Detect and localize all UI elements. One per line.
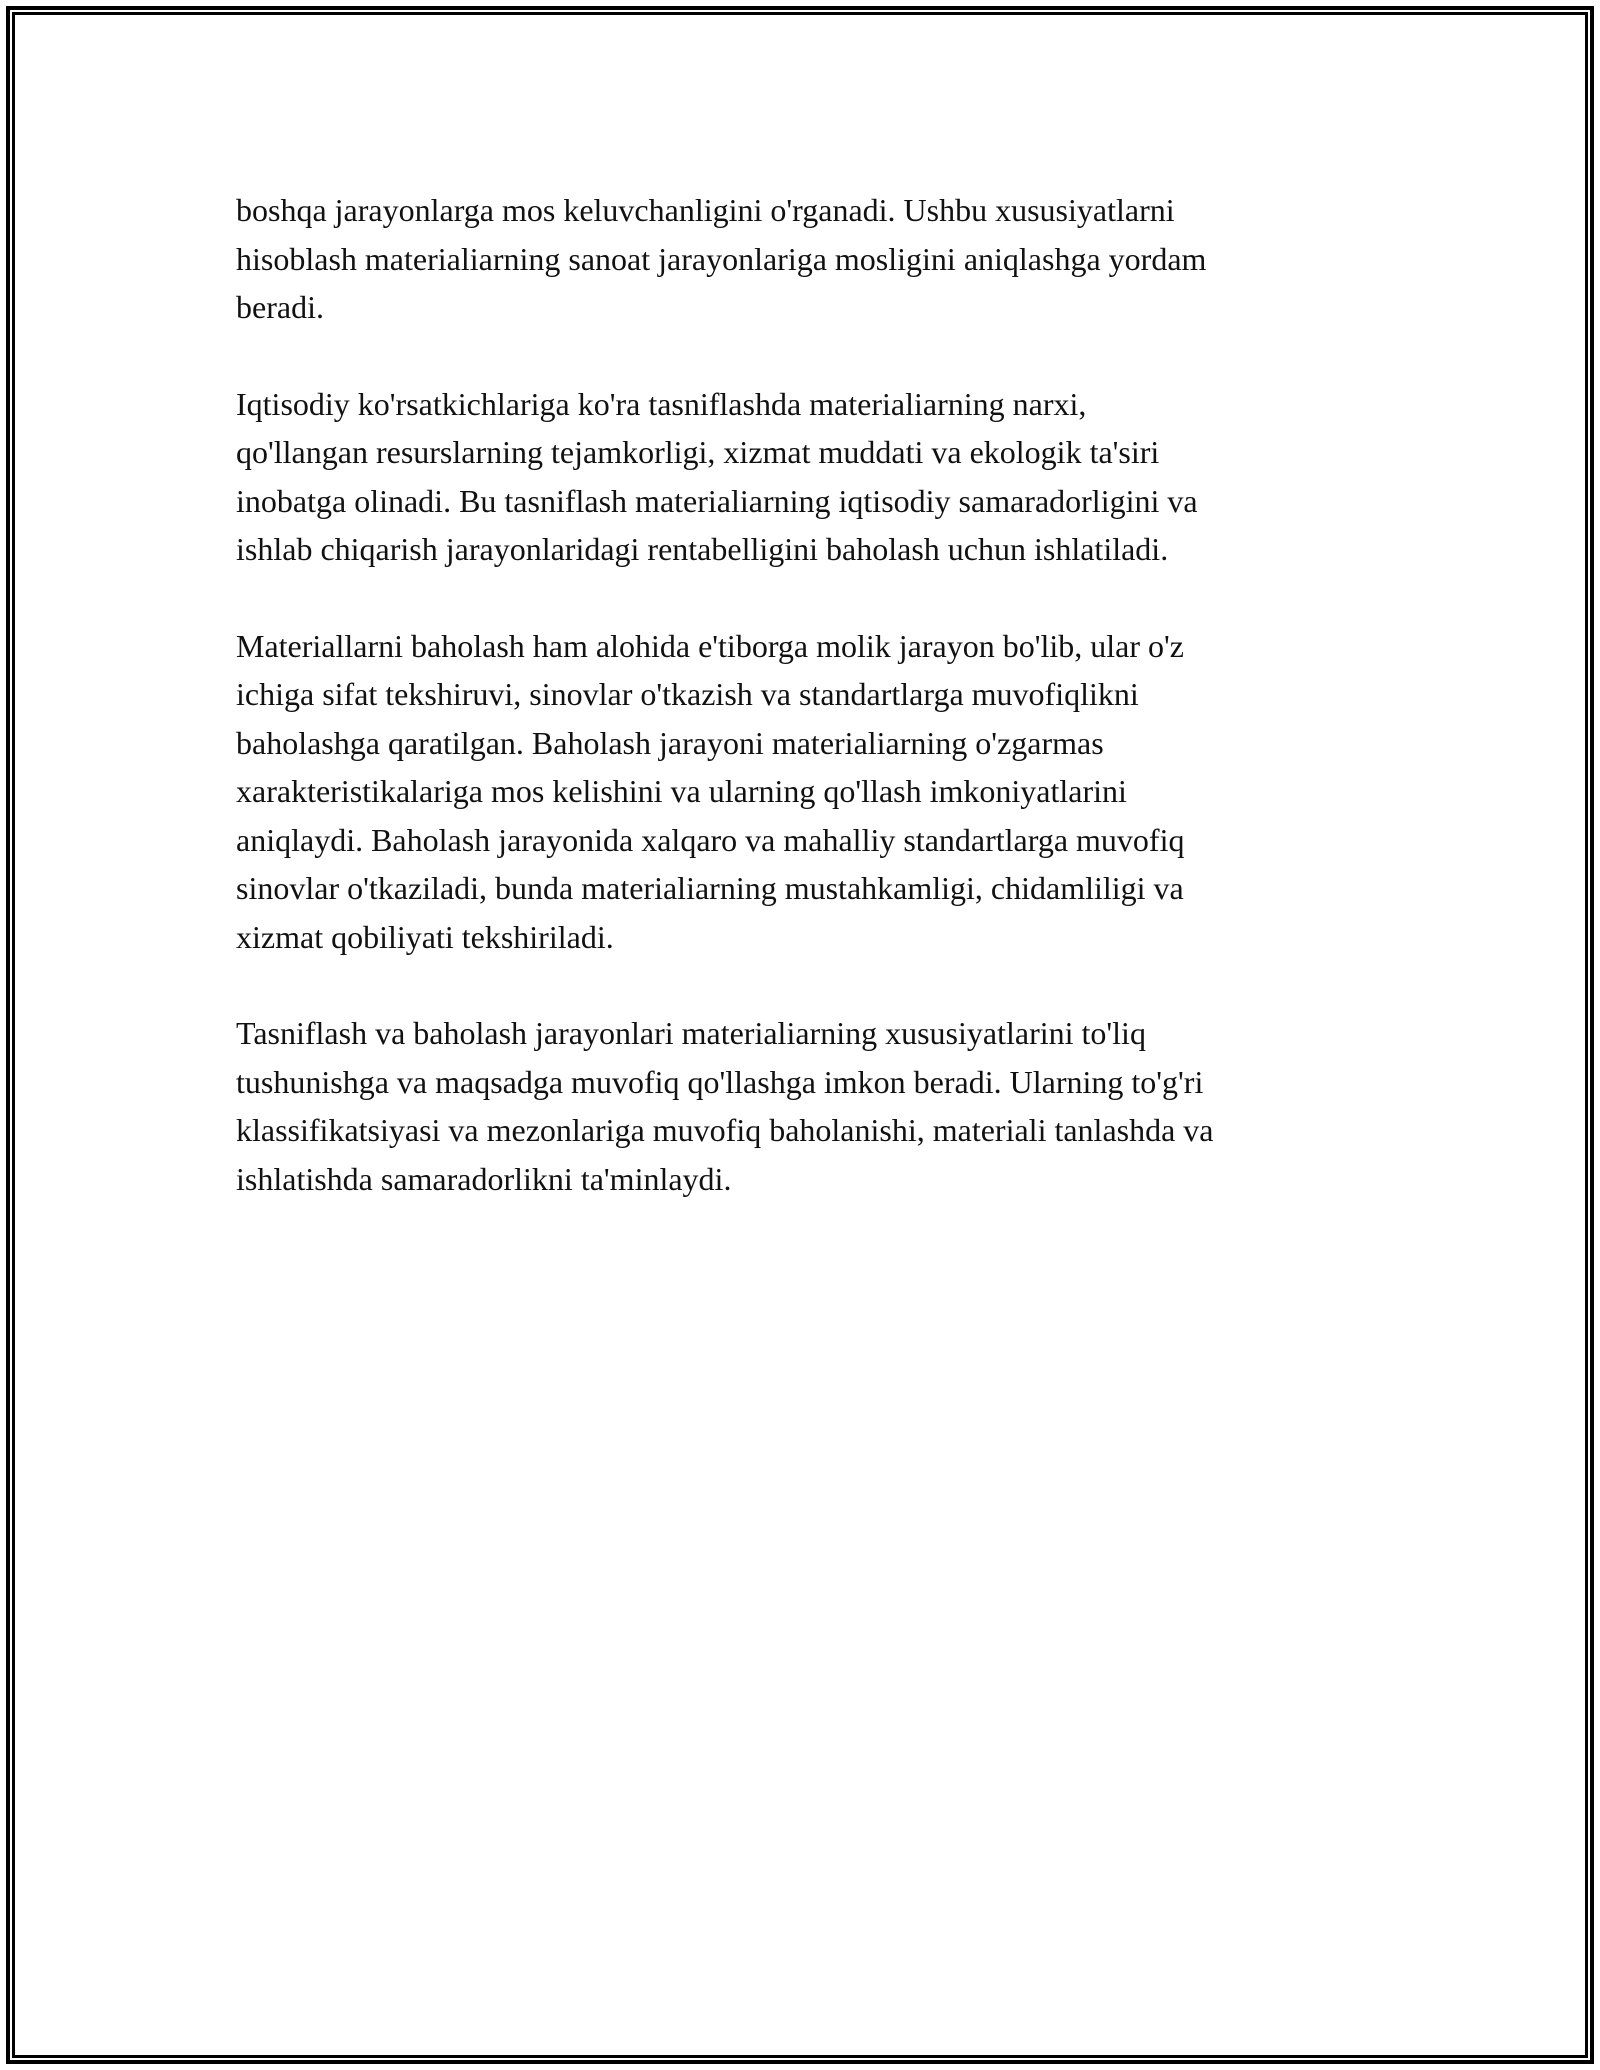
text-line: sinovlar o'tkaziladi, bunda materialiarning mustahkamligi, chidamliligi va (236, 870, 1184, 906)
text-line: klassifikatsiyasi va mezonlariga muvofiq baholanishi, materiali tanlashda va (236, 1112, 1214, 1148)
text-line: ishlab chiqarish jarayonlaridagi rentabelligini baholash uchun ishlatiladi. (236, 531, 1169, 567)
text-line: tushunishga va maqsadga muvofiq qo'llashga imkon beradi. Ularning to'g'ri (236, 1063, 1204, 1100)
text-line: xizmat qobiliyati tekshiriladi. (236, 918, 614, 955)
text-line: aniqlaydi. Baholash jarayonida xalqaro va mahalliy standartlarga muvofiq (236, 821, 1185, 858)
text-line: baholashga qaratilgan. Baholash jarayoni materialiarning o'zgarmas (236, 724, 1104, 761)
text-line: ichiga sifat tekshiruvi, sinovlar o'tkazish va standartlarga muvofiqlikni (236, 676, 1139, 712)
paragraph-3 (236, 622, 1366, 962)
text-line: ishlatishda samaradorlikni ta'minlaydi. (236, 1160, 732, 1197)
text-line: qo'llangan resurslarning tejamkorligi, xizmat muddati va ekologik ta'siri (236, 434, 1160, 470)
paragraph-1 (236, 186, 1366, 332)
text-line: Materiallarni baholash ham alohida e'tiborga molik jarayon bo'lib, ular o'z (236, 627, 1184, 664)
paragraph-2 (236, 380, 1366, 574)
document-body (236, 186, 1366, 1251)
text-line: Tasniflash va baholash jarayonlari materialiarning xususiyatlarini to'liq (236, 1015, 1146, 1051)
text-line: hisoblash materialiarning sanoat jarayonlariga mosligini aniqlashga yordam (236, 240, 1207, 277)
text-line: inobatga olinadi. Bu tasniflash materialiarning iqtisodiy samaradorligini va (236, 482, 1198, 519)
text-line: boshqa jarayonlarga mos keluvchanligini o'rganadi. Ushbu xususiyatlarni (236, 192, 1175, 228)
paragraph-4 (236, 1009, 1366, 1203)
text-line: Iqtisodiy ko'rsatkichlariga ko'ra tasniflashda materialiarning narxi, (236, 385, 1087, 422)
text-line: xarakteristikalariga mos kelishini va ularning qo'llash imkoniyatlarini (236, 773, 1127, 809)
text-line: beradi. (236, 289, 324, 325)
